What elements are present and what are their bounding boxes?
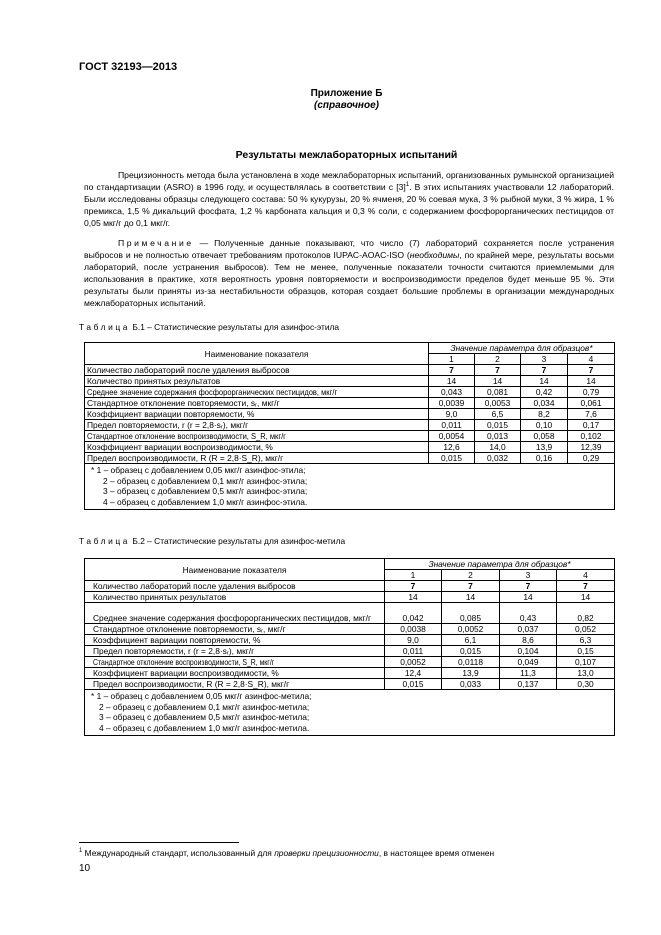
footnote-ref[interactable]: 1	[405, 182, 410, 189]
cell: 7	[557, 581, 615, 592]
cell: 6,1	[442, 635, 500, 646]
cell: 0,033	[442, 679, 500, 690]
table1-sample-4: 4	[568, 354, 615, 365]
cell: 0,058	[521, 431, 568, 442]
row-label-text: Стандартное отклонение воспроизводимости, S_R, мкг/г	[87, 431, 286, 441]
cell: 9,0	[429, 409, 475, 420]
table2-sample-2: 2	[442, 570, 500, 581]
row-label: Коэффициент вариации воспроизводимости, %	[85, 442, 429, 453]
table2-notes	[85, 690, 615, 736]
cell: 7	[500, 581, 557, 592]
appendix-title: Приложение Б	[310, 88, 383, 99]
row-label: Коэффициент вариации воспроизводимости, %	[85, 668, 385, 679]
intro-paragraph	[84, 169, 614, 229]
table1-header-values: Значение параметра для образцов*	[429, 343, 615, 354]
cell: 0,061	[568, 398, 615, 409]
table2-note-4: 4 – образец с добавлением 1,0 мкг/г азинфос-метила.	[99, 722, 310, 733]
table2-header-values: Значение параметра для образцов*	[385, 559, 615, 570]
cell: 0,30	[557, 679, 615, 690]
page-number: 10	[79, 863, 91, 874]
cell: 0,16	[521, 453, 568, 464]
table2	[84, 558, 615, 736]
cell: 0,049	[500, 657, 557, 668]
table2-caption-text: Б.2 – Статистические результаты для азинфос-метила	[130, 536, 346, 546]
table-row	[85, 679, 615, 690]
table-row	[85, 603, 615, 624]
table-row	[85, 365, 615, 376]
row-label: Предел повторяемости, r (r = 2,8·sᵣ), мкг/г	[85, 420, 429, 431]
cell: 0,0052	[385, 657, 442, 668]
row-label-text: Среднее значение содержания фосфорорганических пестицидов, мкг/г	[87, 387, 338, 397]
footnote-text-after: , в настоящее время отменен	[378, 848, 495, 858]
row-label: Предел воспроизводимости, R (R = 2,8·S_R), мкг/г	[85, 453, 429, 464]
cell: 0,107	[557, 657, 615, 668]
row-label: Коэффициент вариации повторяемости, %	[85, 409, 429, 420]
cell: 0,011	[385, 646, 442, 657]
table1-caption-label: Таблица	[79, 322, 131, 332]
table-row	[85, 635, 615, 646]
cell: 0,085	[442, 603, 500, 624]
cell: 14	[568, 376, 615, 387]
cell: 0,043	[429, 387, 475, 398]
row-label: Стандартное отклонение повторяемости, sᵣ, мкг/г	[85, 398, 429, 409]
cell: 12,4	[385, 668, 442, 679]
table-row	[85, 376, 615, 387]
cell: 8,6	[500, 635, 557, 646]
cell: 0,17	[568, 420, 615, 431]
cell: 0,43	[500, 603, 557, 624]
row-label: Количество лабораторий после удаления выбросов	[85, 581, 385, 592]
row-label	[85, 387, 429, 398]
cell: 0,15	[557, 646, 615, 657]
cell: 14	[442, 592, 500, 603]
table-row	[85, 646, 615, 657]
table-row	[85, 387, 615, 398]
table-row	[85, 453, 615, 464]
table2-note-1: * 1 – образец с добавлением 0,05 мкг/г азинфос-метила;	[91, 691, 312, 701]
table2-caption	[79, 536, 345, 546]
footnote-divider	[79, 842, 239, 843]
footnote-text-italic: проверки прецизионности	[274, 848, 379, 858]
table1-sample-3: 3	[521, 354, 568, 365]
document-header: ГОСТ 32193—2013	[79, 61, 178, 73]
row-label: Количество принятых результатов	[85, 376, 429, 387]
cell: 0,081	[475, 387, 521, 398]
table1-caption-text: Б.1 – Статистические результаты для азинфос-этила	[130, 322, 340, 332]
cell: 0,042	[385, 603, 442, 624]
note-text-end: , по крайней мере, результаты восьми лабораторий, после устранения выбросов). Тем не менее, полученные показатели точности считаются приемлемыми для использования в практике, хотя вероятность уровня повторяемости и воспроизводимости пределов будет меньше 95 %. Эти результаты были приняты из-за нестабильности образцов, которая создает большие проблемы в организации международных межлабораторных испытаний.	[84, 250, 614, 308]
cell: 0,137	[500, 679, 557, 690]
table-row	[85, 409, 615, 420]
cell: 9,0	[385, 635, 442, 646]
table2-note-3: 3 – образец с добавлением 0,5 мкг/г азинфос-метила;	[99, 712, 310, 722]
table-row	[85, 442, 615, 453]
cell: 0,0052	[442, 624, 500, 635]
cell: 0,052	[557, 624, 615, 635]
note-label: Примечание	[118, 238, 194, 248]
row-label: Количество лабораторий после удаления выбросов	[85, 365, 429, 376]
appendix-subtitle: (справочное)	[314, 100, 379, 111]
table2-sample-4: 4	[557, 570, 615, 581]
cell: 0,034	[521, 398, 568, 409]
cell: 0,10	[521, 420, 568, 431]
table1-sample-2: 2	[475, 354, 521, 365]
table-row	[85, 420, 615, 431]
cell: 11,3	[500, 668, 557, 679]
note-text: — Полученные данные показывают, что число (7) лабораторий сохраняется после устранения выбросов и не полностью отвечает требованиям протоколов IUPAC-AOAC-ISO (	[84, 238, 614, 260]
cell: 0,032	[475, 453, 521, 464]
intro-paragraph-tail: . В этих испытаниях участвовали 12 лабораторий. Были исследованы образцы следующего состава: 50 % кукурузы, 20 % ячменя, 20 % соевая мука, 3 % рыбной муки, 3 % жира, 1 % премикса, 1,5 % дикальций фосфата, 1,2 % карбоната кальция и 0,3 % соли, с содержанием фосфорорганических пестицидов от 0,05 мкг/г до 0,1 мкг/г.	[84, 182, 614, 228]
footnote	[79, 848, 494, 858]
table2-header-name: Наименование показателя	[85, 559, 385, 581]
cell: 7	[475, 365, 521, 376]
cell: 14,0	[475, 442, 521, 453]
table1-notes	[85, 464, 615, 510]
cell: 0,0039	[429, 398, 475, 409]
table-row	[85, 624, 615, 635]
table2-note-2: 2 – образец с добавлением 0,1 мкг/г азинфос-метила;	[99, 701, 310, 712]
cell: 0,013	[475, 431, 521, 442]
cell: 0,015	[429, 453, 475, 464]
table1-note-2: 2 – образец с добавлением 0,1 мкг/г азинфос-этила;	[103, 475, 308, 486]
row-label-text: Стандартное отклонение воспроизводимости, S_R, мкг/г	[93, 657, 275, 667]
table1-caption	[79, 322, 339, 332]
cell: 0,82	[557, 603, 615, 624]
row-label: Количество принятых результатов	[85, 592, 385, 603]
cell: 0,0054	[429, 431, 475, 442]
cell: 0,104	[500, 646, 557, 657]
cell: 0,0038	[385, 624, 442, 635]
cell: 6,5	[475, 409, 521, 420]
cell: 14	[385, 592, 442, 603]
cell: 8,2	[521, 409, 568, 420]
cell: 0,0053	[475, 398, 521, 409]
cell: 0,011	[429, 420, 475, 431]
cell: 0,42	[521, 387, 568, 398]
cell: 6,3	[557, 635, 615, 646]
section-title: Результаты межлабораторных испытаний	[235, 149, 458, 161]
cell: 13,9	[442, 668, 500, 679]
row-label: Предел воспроизводимости, R (R = 2,8·S_R), мкг/г	[85, 679, 385, 690]
row-label: Стандартное отклонение повторяемости, sᵣ, мкг/г	[85, 624, 385, 635]
cell: 13,9	[521, 442, 568, 453]
cell: 0,037	[500, 624, 557, 635]
cell: 14	[500, 592, 557, 603]
table-row	[85, 581, 615, 592]
table1-note-3: 3 – образец с добавлением 0,5 мкг/г азинфос-этила;	[103, 486, 308, 496]
note-paragraph	[84, 237, 614, 309]
table2-sample-3: 3	[500, 570, 557, 581]
cell: 7	[429, 365, 475, 376]
cell: 12,39	[568, 442, 615, 453]
cell: 14	[475, 376, 521, 387]
table-row	[85, 592, 615, 603]
cell: 13,0	[557, 668, 615, 679]
note-italic: необходимы	[409, 250, 460, 260]
cell: 7,6	[568, 409, 615, 420]
table1-note-1: * 1 – образец с добавлением 0,05 мкг/г азинфос-этила;	[91, 465, 306, 475]
footnote-text-before: Международный стандарт, использованный для	[82, 848, 275, 858]
cell: 0,29	[568, 453, 615, 464]
cell: 0,102	[568, 431, 615, 442]
row-label: Предел повторяемости, r (r = 2,8·sᵣ), мкг/г	[85, 646, 385, 657]
cell: 7	[568, 365, 615, 376]
table1-header-name: Наименование показателя	[85, 343, 429, 365]
cell: 14	[521, 376, 568, 387]
table-row	[85, 657, 615, 668]
cell: 12,6	[429, 442, 475, 453]
cell: 14	[429, 376, 475, 387]
table1-sample-1: 1	[429, 354, 475, 365]
table-row	[85, 398, 615, 409]
table1-note-4: 4 – образец с добавлением 1,0 мкг/г азинфос-этила.	[103, 496, 308, 507]
cell: 14	[557, 592, 615, 603]
table1	[84, 342, 615, 510]
row-label: Коэффициент вариации повторяемости, %	[85, 635, 385, 646]
cell: 0,0118	[442, 657, 500, 668]
table2-sample-1: 1	[385, 570, 442, 581]
footnote-mark: 1	[79, 848, 83, 855]
row-label	[85, 657, 385, 668]
cell: 0,015	[442, 646, 500, 657]
row-label: Среднее значение содержания фосфорорганических пестицидов, мкг/г	[85, 603, 385, 624]
table2-caption-label: Таблица	[79, 536, 131, 546]
cell: 0,79	[568, 387, 615, 398]
table-row	[85, 431, 615, 442]
cell: 0,015	[475, 420, 521, 431]
table-row	[85, 668, 615, 679]
cell: 7	[442, 581, 500, 592]
row-label	[85, 431, 429, 442]
cell: 0,015	[385, 679, 442, 690]
cell: 7	[521, 365, 568, 376]
intro-paragraph-text: Прецизионность метода была установлена в ходе межлабораторных испытаний, организованных румынской организацией по стандартизации (ASRO) в 1996 году, и осуществлялась в соответствии с [3]	[84, 170, 614, 192]
cell: 7	[385, 581, 442, 592]
